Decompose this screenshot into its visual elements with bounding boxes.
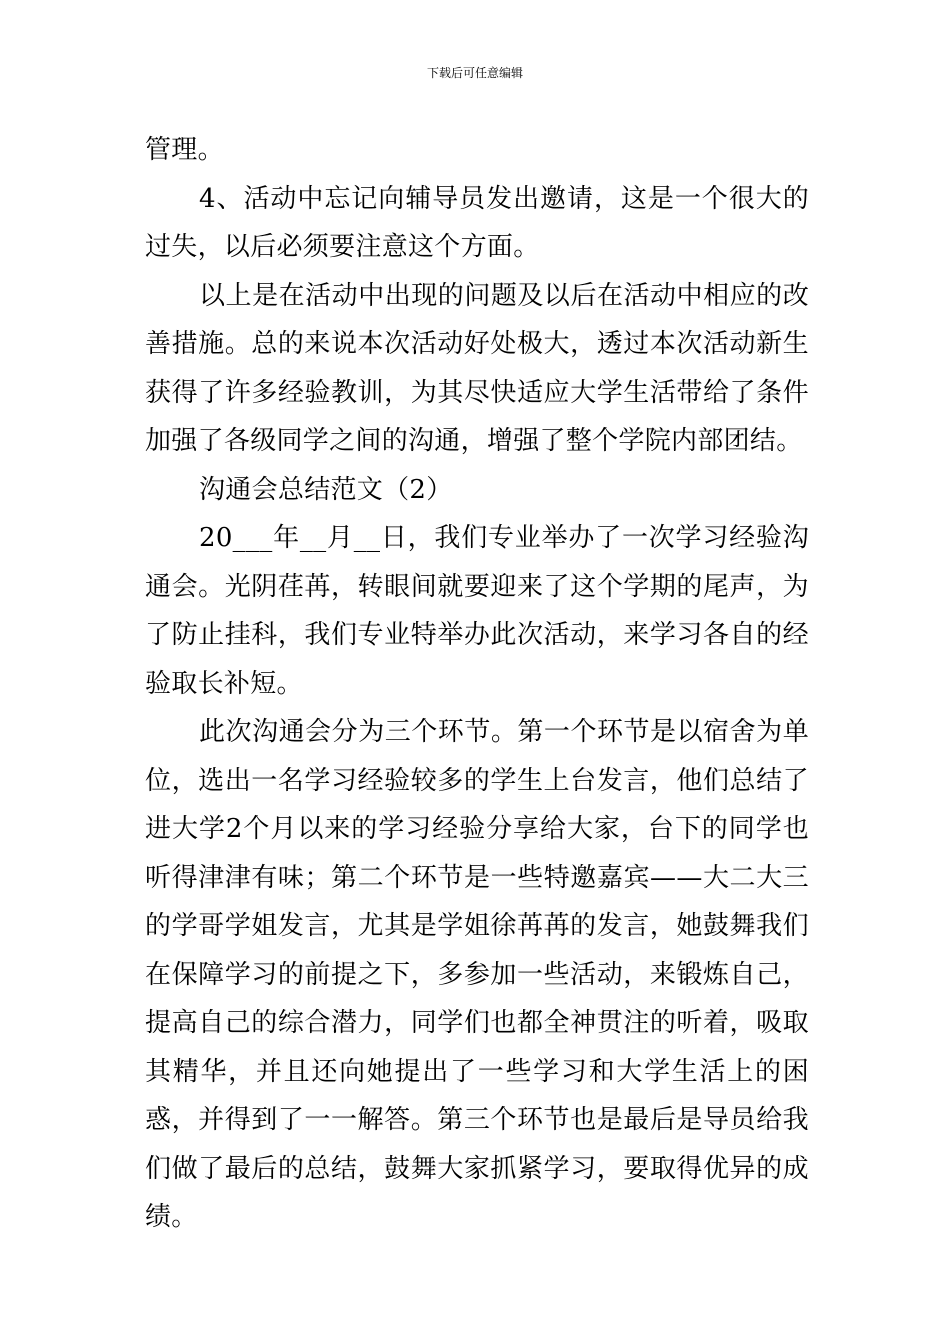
paragraph-continuation: 管理。 — [145, 135, 224, 165]
paragraph-details: 此次沟通会分为三个环节。第一个环节是以宿舍为单位，选出一名学习经验较多的学生上台发言，他们总结了进大学2个月以来的学习经验分享给大家，台下的同学也听得津津有味；第二个环节是一些特邀嘉宾——大二大三的学哥学姐发言，尤其是学姐徐苒苒的发言，她鼓舞我们在保障学习的前提之下，多参加一些活动，来锻炼自己，提高自己的综合潜力，同学们也都全神贯注的听着，吸取其精华，并且还向她提出了一些学习和大学生活上的困惑，并得到了一一解答。第三个环节也是最后是导员给我们做了最后的总结，鼓舞大家抓紧学习，要取得优异的成绩。 — [145, 717, 809, 1232]
paragraph-item-4: 4、活动中忘记向辅导员发出邀请，这是一个很大的过失，以后必须要注意这个方面。 — [145, 183, 809, 262]
paragraph-summary: 以上是在活动中出现的问题及以后在活动中相应的改善措施。总的来说本次活动好处极大，透过本次活动新生获得了许多经验教训，为其尽快适应大学生活带给了条件加强了各级同学之间的沟通，增强了整个学院内部团结。 — [145, 280, 809, 456]
document-body — [145, 126, 809, 1242]
paragraph-intro: 20___年__月__日，我们专业举办了一次学习经验沟通会。光阴荏苒，转眼间就要迎来了这个学期的尾声，为了防止挂科，我们专业特举办此次活动，来学习各自的经验取长补短。 — [145, 523, 809, 699]
section-heading: 沟通会总结范文（2） — [199, 474, 453, 505]
page-header: 下载后可任意编辑 — [426, 66, 523, 80]
